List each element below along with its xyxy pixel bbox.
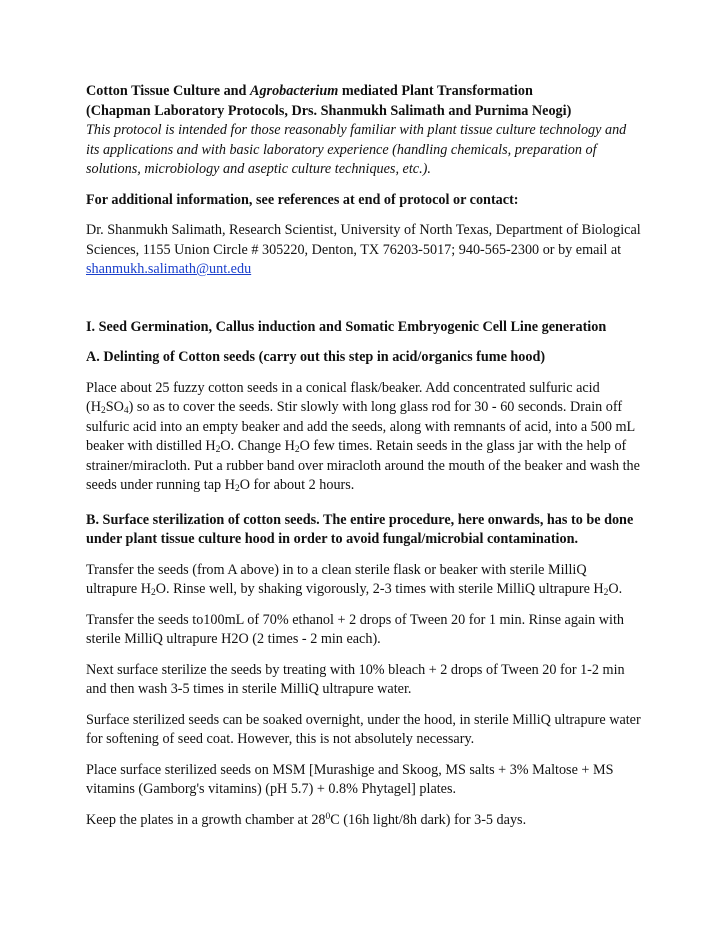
section-a-heading: A. Delinting of Cotton seeds (carry out this step in acid/organics fume hood) [86,349,546,365]
subscript-2: 2 [100,406,106,416]
contact-paragraph [86,221,641,280]
section-b-paragraph-6 [86,811,641,831]
title-text-b: mediated Plant Transformation [338,83,533,99]
section-b-text-6a: Keep the plates in a growth chamber at 28 [86,811,326,828]
section-a-text-2: SO [105,399,124,415]
title-text-a: Cotton Tissue Culture and [86,83,250,99]
section-b-paragraph-5: Place surface sterilized seeds on MSM [Murashige and Skoog, MS salts + 3% Maltose + MS vitamins (Gamborg's vitamins) (pH 5.7) + 0.8% Phytagel] plates. [86,761,614,797]
subscript-2: 2 [151,588,156,598]
document-subtitle: (Chapman Laboratory Protocols, Drs. Shanmukh Salimath and Purnima Neogi) [86,102,572,119]
subscript-2: 2 [215,445,221,455]
section-b-text-2: O. Rinse well, by shaking vigorously, 2-3 times with sterile MilliQ ultrapure H [155,581,604,597]
email-link[interactable]: shanmukh.salimath@unt.edu [86,261,252,277]
section-a-text-1: Place about 25 fuzzy cotton seeds in a conical flask/beaker. Add concentrated sulfuric acid (H [86,379,600,415]
contact-heading: For additional information, see references at end of protocol or contact: [86,191,519,208]
subscript-2: 2 [234,484,240,494]
subscript-2: 2 [603,588,609,598]
section-b-paragraph-1 [86,561,641,600]
section-1-heading: I. Seed Germination, Callus induction and Somatic Embryogenic Cell Line generation [86,318,607,335]
intro-note: This protocol is intended for those reasonably familiar with plant tissue culture technology and its applications and with basic laboratory experience (handling chemicals, preparation of solutions, microbiology and aseptic culture techniques, etc.). [86,122,627,177]
contact-text: Dr. Shanmukh Salimath, Research Scientist, University of North Texas, Department of Biological Sciences, 1155 Union Circle # 305220, Denton, TX 76203-5017; 940-565-2300 or by email at [86,222,641,258]
superscript-degree: 0 [325,811,331,822]
section-b-text-3: O. [608,581,623,597]
section-a-text-6: O for about 2 hours. [239,477,355,493]
subscript-2: 2 [294,445,300,455]
section-b-heading: B. Surface sterilization of cotton seeds. The entire procedure, here onwards, has to be done under plant tissue culture hood in order to avoid fungal/microbial contamination. [86,511,634,547]
section-a-text-4: O. Change H [220,438,295,454]
section-b-text-6b: C (16h light/8h dark) for 3-5 days. [330,811,527,828]
section-b-paragraph-2: Transfer the seeds to100mL of 70% ethanol + 2 drops of Tween 20 for 1 min. Rinse again with sterile MilliQ ultrapure H2O (2 times - 2 min each). [86,611,625,647]
section-a-text-5: O few times. Retain seeds in the glass jar with the help of strainer/miracloth. Put a rubber band over miracloth around the mouth of the beaker and wash the seeds under running tap H [86,438,640,493]
section-b-paragraph-4: Surface sterilized seeds can be soaked overnight, under the hood, in sterile MilliQ ultrapure water for softening of seed coat. However, this is not absolutely necessary. [86,711,641,747]
title-italic-term: Agrobacterium [250,83,339,99]
section-a-text-3: ) so as to cover the seeds. Stir slowly with long glass rod for 30 - 60 seconds. Drain off sulfuric acid into an empty beaker and add the seeds, along with remnants of acid, into a 500 mL beaker with distilled H [86,399,635,454]
subscript-4: 4 [123,406,129,416]
document-title [86,82,641,102]
document-page [86,82,641,830]
section-a-paragraph [86,379,641,496]
section-b-text-1: Transfer the seeds (from A above) in to a clean sterile flask or beaker with sterile MilliQ ultrapure H [86,561,587,597]
section-b-paragraph-3: Next surface sterilize the seeds by treating with 10% bleach + 2 drops of Tween 20 for 1-2 min and then wash 3-5 times in sterile MilliQ ultrapure water. [86,661,625,697]
